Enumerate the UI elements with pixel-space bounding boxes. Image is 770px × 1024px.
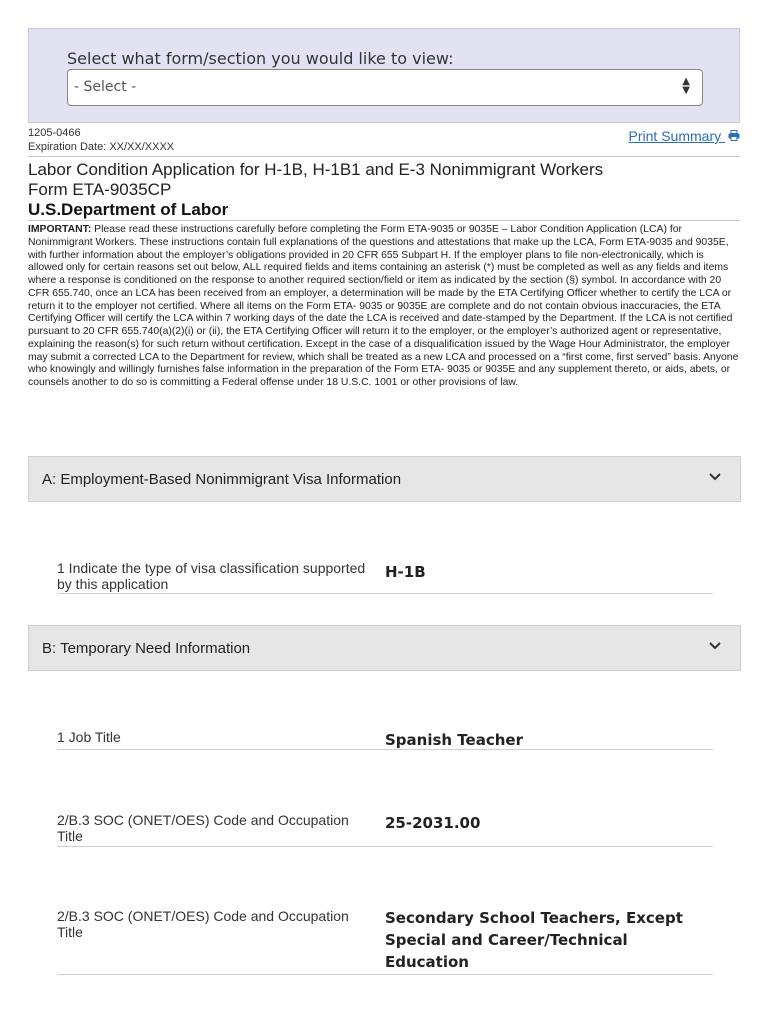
accordion-section-b[interactable] <box>28 625 741 671</box>
field-divider <box>57 593 713 594</box>
soc-code-value: 25-2031.00 <box>385 814 481 832</box>
form-section-selector-panel <box>28 28 740 123</box>
visa-type-value: H-1B <box>385 563 426 581</box>
field-divider <box>57 974 713 975</box>
instructions-body: Please read these instructions carefully before completing the Form ETA-9035 or 9035E – Labor Condition Application (LCA) for Nonimmigrant Workers. These instructions contain full explanations of the questions and attestations that make up the LCA, Form ETA-9035 and 9035E, with further information about the employer’s obligations provided in 20 CFR 655 Subpart H. If the employer plans to file non-electronically, which is allowed only for certain reasons set out below, ALL required fields and items containing an asterisk (*) must be completed as well as any fields and items where a response is conditioned on the response to another required section/field or item as indicated by the section (§) symbol. In accordance with 20 CFR 655.740, once an LCA has been received from an employer, a determination will be made by the ETA Certifying Officer whether to certify the LCA or return it to the employer not certified. Where all items on the Form ETA- 9035 or 9035E are complete and do not contain obvious inaccuracies, the ETA Certifying Officer will certify the LCA within 7 working days of the date the LCA is received and date-stamped by the Department. If the LCA is not certified pursuant to 20 CFR 655.740(a)(2)(i) or (ii), the ETA Certifying Officer will return it to the employer, or the employer’s authorized agent or representative, explaining the reason(s) for such return without certification. Except in the case of a disqualification issued by the Wage Hour Administrator, the employer may submit a corrected LCA to the Department for review, which shall be treated as a new LCA and processed on a “first come, first served” basis. Anyone who knowingly and willingly furnishes false information in the preparation of the Form ETA- 9035 or 9035E and any supplement thereto, or aids, abets, or counsels another to do so is committing a Federal offense under 18 U.S.C. 1001 or other provisions of law. <box>28 224 739 388</box>
department-name: U.S.Department of Labor <box>28 200 229 219</box>
omb-number: 1205-0466 <box>28 127 81 139</box>
section-b-title: B: Temporary Need Information <box>42 640 251 657</box>
selector-label: Select what form/section you would like to view: <box>67 49 454 68</box>
title-divider <box>28 220 740 221</box>
job-title-value: Spanish Teacher <box>385 731 523 749</box>
accordion-section-a[interactable] <box>28 456 741 502</box>
print-summary-link[interactable] <box>629 128 740 144</box>
occupation-title-value: Secondary School Teachers, Except Special and Career/Technical Education <box>385 909 683 971</box>
expiration-date: Expiration Date: XX/XX/XXXX <box>28 141 175 153</box>
printer-icon <box>728 128 740 144</box>
page-title: Labor Condition Application for H-1B, H-1B1 and E-3 Nonimmigrant Workers <box>28 160 604 179</box>
sort-arrows-icon: ▲ ▼ <box>682 76 690 96</box>
print-summary-label: Print Summary <box>628 128 722 144</box>
header-divider <box>28 156 740 157</box>
instructions-lead: IMPORTANT: <box>28 224 92 235</box>
chevron-down-icon <box>708 638 722 652</box>
occupation-title-label: 2/B.3 SOC (ONET/OES) Code and Occupation Title <box>57 908 349 940</box>
field-divider <box>57 749 713 750</box>
form-number: Form ETA-9035CP <box>28 180 172 199</box>
select-value: - Select - <box>74 79 137 95</box>
job-title-label: 1 Job Title <box>57 729 121 745</box>
field-divider <box>57 846 713 847</box>
chevron-down-icon <box>708 469 722 483</box>
soc-code-label: 2/B.3 SOC (ONET/OES) Code and Occupation Title <box>57 812 349 844</box>
form-section-select[interactable] <box>67 69 703 106</box>
visa-type-label: 1 Indicate the type of visa classification supported by this application <box>57 560 366 592</box>
section-a-title: A: Employment-Based Nonimmigrant Visa Information <box>42 471 402 488</box>
instructions-text <box>28 224 740 390</box>
